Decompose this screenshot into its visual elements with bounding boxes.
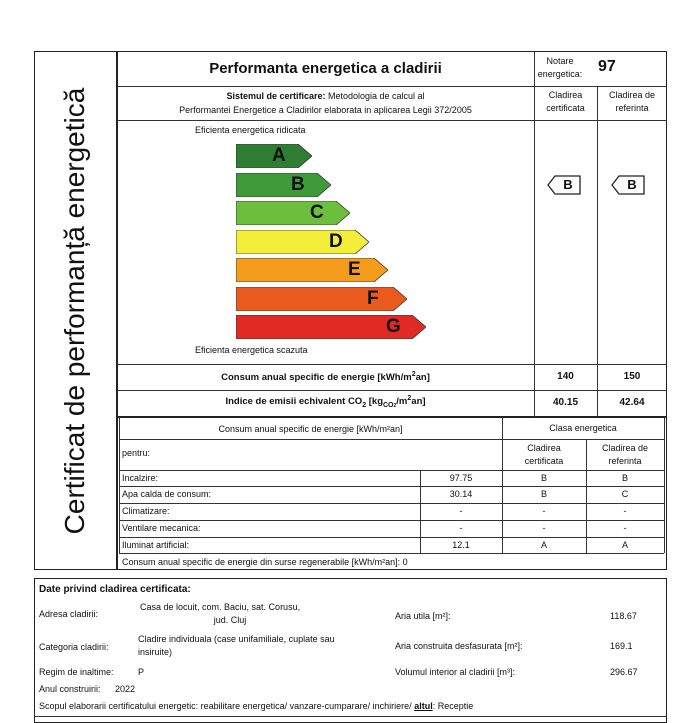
adresa-label: Adresa cladirii: bbox=[39, 609, 99, 619]
emissions-cert: 40.15 bbox=[552, 397, 579, 408]
energy-band-letter: G bbox=[386, 316, 401, 337]
emissions-label-sub3: 2 bbox=[393, 403, 397, 410]
col-cert-1: Cladirea bbox=[548, 90, 583, 100]
energy-band-letter: A bbox=[272, 145, 286, 166]
categoria-2: insiruite) bbox=[138, 647, 173, 657]
consumption-label bbox=[117, 371, 534, 383]
categoria-1: Cladire individuala (case unifamiliale, cuplate sau bbox=[138, 634, 335, 644]
notare-label-1: Notare bbox=[546, 56, 574, 66]
breakdown-header: Consum anual specific de energie [kWh/m²an] bbox=[218, 424, 403, 434]
row-ref-class: B bbox=[621, 473, 628, 483]
adresa-value bbox=[130, 601, 330, 627]
scop-end: : Receptie bbox=[432, 701, 474, 711]
volum-value: 296.67 bbox=[610, 667, 638, 677]
col-ref-header bbox=[597, 89, 667, 115]
col-ref-2: referinta bbox=[615, 103, 649, 113]
sistem-text-1: Metodologia de calcul al bbox=[325, 91, 425, 101]
consumption-label-text: Consum anual specific de energie [kWh/m bbox=[221, 372, 412, 384]
col-cert-header bbox=[534, 89, 597, 115]
emissions-ref: 42.64 bbox=[619, 397, 645, 408]
emissions-label-tail: an] bbox=[411, 396, 426, 408]
scop-underlined: altul bbox=[414, 701, 433, 711]
scop-text-main: Scopul elaborarii certificatului energetic: reabilitare energetica/ vanzare-cumparare/ inchiriere/ bbox=[39, 701, 415, 711]
col-ref-1: Cladirea de bbox=[608, 90, 656, 100]
notare-label-2: energetica: bbox=[537, 69, 583, 79]
sistem-text bbox=[117, 89, 534, 117]
row-value: 97.75 bbox=[449, 473, 473, 483]
regim-value: P bbox=[138, 667, 145, 677]
scale-top-label: Eficienta energetica ridicata bbox=[195, 125, 306, 135]
emissions-label bbox=[117, 395, 534, 409]
consumption-ref: 150 bbox=[623, 371, 641, 382]
table-col-cert bbox=[502, 442, 586, 468]
row-name: Iluminat artificial: bbox=[122, 540, 190, 550]
row-cert-class: - bbox=[542, 506, 546, 516]
emissions-label-sup: 2 bbox=[407, 395, 412, 402]
energy-band-g bbox=[236, 315, 426, 339]
table-col-ref bbox=[586, 442, 664, 468]
regim-label: Regim de inaltime: bbox=[39, 667, 114, 677]
row-cert-class: B bbox=[540, 489, 547, 499]
table-col-ref-1: Cladirea de bbox=[601, 443, 649, 453]
aria-utila-value: 118.67 bbox=[610, 611, 637, 621]
energy-band-a bbox=[236, 144, 312, 168]
table-col-cert-1: Cladirea bbox=[527, 443, 561, 453]
emissions-label-text: Indice de emisii echivalent CO bbox=[225, 396, 363, 408]
col-cert-2: certificata bbox=[546, 103, 585, 113]
clasa-header: Clasa energetica bbox=[549, 423, 617, 433]
row-name: Climatizare: bbox=[122, 506, 170, 516]
energy-band-letter: E bbox=[348, 259, 361, 280]
aria-constr-value: 169.1 bbox=[610, 641, 633, 651]
regen-text: Consum anual specific de energie din surse regenerabile [kWh/m²an]: 0 bbox=[122, 557, 408, 567]
scale-bottom-label: Eficienta energetica scazuta bbox=[195, 345, 308, 355]
consumption-cert: 140 bbox=[557, 371, 574, 382]
emissions-unit-sub bbox=[383, 402, 396, 409]
aria-utila-label: Aria utila [m²]: bbox=[395, 611, 451, 621]
energy-band-letter: F bbox=[367, 287, 379, 309]
emissions-label-end: /m bbox=[396, 396, 408, 408]
an-label: Anul construirii: bbox=[39, 684, 101, 694]
row-ref-class: A bbox=[621, 540, 628, 550]
row-value: - bbox=[459, 523, 463, 533]
scop-text bbox=[39, 701, 473, 711]
row-name: Apa calda de consum: bbox=[122, 489, 212, 499]
row-value: - bbox=[459, 506, 463, 516]
aria-constr-label: Aria construita desfasurata [m²]: bbox=[395, 641, 523, 651]
sistem-text-2: Performantei Energetice a Cladirilor elaborata in aplicarea Legii 372/2005 bbox=[179, 105, 472, 115]
cert-class-marker bbox=[547, 175, 581, 195]
emissions-label-mid: [kg bbox=[366, 396, 383, 408]
energy-band-f bbox=[236, 287, 407, 311]
notare-value: 97 bbox=[598, 58, 616, 75]
notare-label bbox=[534, 55, 586, 81]
adresa-1: Casa de locuit, com. Baciu, sat. Corusu, bbox=[140, 602, 301, 612]
table-col-ref-2: referinta bbox=[608, 456, 642, 466]
an-value: 2022 bbox=[115, 684, 136, 694]
ref-class-letter: B bbox=[627, 177, 637, 192]
row-value: 30.14 bbox=[449, 489, 473, 499]
categoria-value bbox=[138, 633, 335, 659]
page-title: Performanta energetica a cladirii bbox=[209, 60, 442, 77]
row-name: Incalzire: bbox=[122, 473, 159, 483]
row-ref-class: C bbox=[621, 489, 629, 499]
emissions-label-sub2: CO bbox=[383, 402, 394, 410]
table-col-cert-2: certificata bbox=[524, 456, 564, 466]
volum-label: Volumul interior al cladirii [m³]: bbox=[395, 667, 516, 677]
row-name: Ventilare mecanica: bbox=[122, 523, 201, 533]
row-ref-class: - bbox=[623, 523, 627, 533]
energy-band-e bbox=[236, 258, 388, 282]
emissions-label-sub: 2 bbox=[362, 402, 367, 410]
row-cert-class: A bbox=[540, 540, 547, 550]
sistem-bold: Sistemul de certificare: bbox=[226, 91, 326, 101]
energy-band-c bbox=[236, 201, 350, 225]
consumption-label-end: an] bbox=[415, 372, 430, 384]
row-ref-class: - bbox=[623, 506, 627, 516]
energy-band-b bbox=[236, 173, 331, 197]
adresa-2: jud. Cluj bbox=[213, 615, 247, 625]
side-title-text: Certificat de performanță energetică bbox=[59, 87, 90, 535]
row-cert-class: - bbox=[542, 523, 546, 533]
row-cert-class: B bbox=[540, 473, 547, 483]
consumption-label-sup: 2 bbox=[411, 371, 416, 378]
energy-band-letter: D bbox=[329, 230, 343, 252]
energy-band-letter: B bbox=[291, 173, 305, 195]
details-title: Date privind cladirea certificata: bbox=[39, 584, 191, 595]
pentru-label: pentru: bbox=[122, 448, 151, 458]
cert-class-letter: B bbox=[563, 177, 573, 192]
energy-band-letter: C bbox=[310, 202, 324, 223]
row-value: 12.1 bbox=[452, 540, 470, 550]
energy-band-d bbox=[236, 230, 369, 254]
ref-class-marker bbox=[611, 175, 645, 195]
categoria-label: Categoria cladirii: bbox=[39, 642, 109, 652]
